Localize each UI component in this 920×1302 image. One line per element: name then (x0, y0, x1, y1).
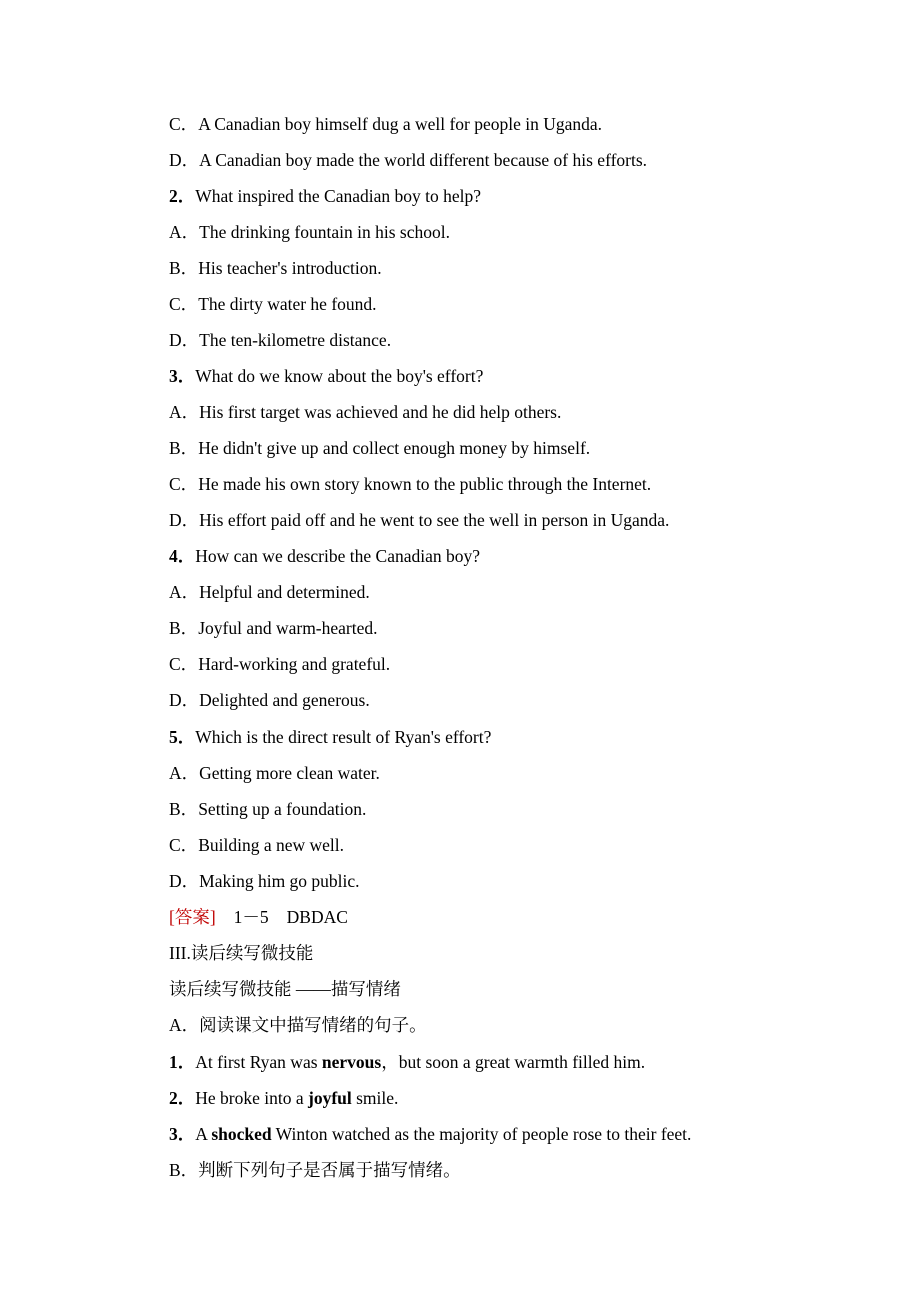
example-sentence-3 (169, 1123, 691, 1145)
option-letter: D． (169, 150, 200, 170)
answer-range: 1－5 (233, 907, 269, 927)
option-letter: B． (169, 618, 199, 638)
q2-option-b (169, 257, 382, 279)
option-text: He made his own story known to the public through the Internet. (198, 474, 652, 494)
option-text: Delighted and generous. (199, 690, 370, 710)
option-text: Getting more clean water. (199, 763, 380, 783)
emotion-word: nervous (321, 1052, 382, 1072)
q2-option-a (169, 221, 450, 243)
question-text: What inspired the Canadian boy to help? (195, 186, 482, 206)
option-text: A Canadian boy himself dug a well for people in Uganda. (198, 114, 603, 134)
q2-option-d (169, 329, 391, 351)
option-letter: D． (169, 690, 200, 710)
q4-option-a (169, 581, 370, 603)
option-text: Building a new well. (198, 835, 344, 855)
q5-option-b (169, 798, 366, 820)
example-sentence-2 (169, 1087, 398, 1109)
option-letter: C． (169, 114, 199, 134)
answer-key: DBDAC (286, 907, 348, 927)
answer-line (169, 906, 348, 928)
question-text: What do we know about the boy's effort? (195, 366, 484, 386)
option-text: He didn't give up and collect enough money by himself. (198, 438, 591, 458)
sentence-before: A (195, 1124, 212, 1144)
option-letter: B． (169, 258, 199, 278)
question-number: 2． (169, 186, 196, 206)
q4-option-c (169, 653, 390, 675)
q1-option-d (169, 149, 647, 171)
emotion-word: joyful (308, 1088, 352, 1108)
sentence-after: ，but soon a great warmth filled him. (381, 1052, 646, 1072)
option-letter: B． (169, 438, 199, 458)
option-text: A Canadian boy made the world different because of his efforts. (199, 150, 648, 170)
question-number: 5． (169, 727, 196, 747)
q2-stem (169, 185, 481, 207)
part-a-heading: A．阅读课文中描写情绪的句子。 (169, 1015, 427, 1035)
option-letter: C． (169, 474, 199, 494)
option-letter: C． (169, 654, 199, 674)
q3-option-c (169, 473, 651, 495)
emotion-word: shocked (211, 1124, 272, 1144)
option-letter: B． (169, 799, 199, 819)
q3-option-a (169, 401, 561, 423)
q5-option-d (169, 870, 360, 892)
question-number: 4． (169, 546, 196, 566)
question-text: Which is the direct result of Ryan's effort? (195, 727, 492, 747)
question-text: How can we describe the Canadian boy? (195, 546, 481, 566)
question-number: 3． (169, 366, 196, 386)
q4-option-d (169, 689, 370, 711)
option-letter: A． (169, 402, 200, 422)
q5-option-c (169, 834, 344, 856)
option-letter: A． (169, 763, 200, 783)
option-letter: D． (169, 330, 200, 350)
option-text: Setting up a foundation. (198, 799, 367, 819)
section-title: III.读后续写微技能 (169, 943, 314, 963)
option-text: Making him go public. (199, 871, 360, 891)
part-b-heading: B．判断下列句子是否属于描写情绪。 (169, 1160, 461, 1180)
option-letter: C． (169, 294, 199, 314)
section-subtitle: 读后续写微技能 ——描写情绪 (169, 979, 401, 999)
option-text: The ten‐kilometre distance. (199, 330, 392, 350)
option-text: His teacher's introduction. (198, 258, 382, 278)
option-letter: C． (169, 835, 199, 855)
q3-stem (169, 365, 483, 387)
option-text: Joyful and warm‐hearted. (198, 618, 378, 638)
q4-stem (169, 545, 480, 567)
q3-option-b (169, 437, 590, 459)
q5-option-a (169, 762, 380, 784)
sentence-before: At first Ryan was (195, 1052, 322, 1072)
q5-stem (169, 726, 491, 748)
option-text: His first target was achieved and he did help others. (199, 402, 562, 422)
sentence-number: 1． (169, 1052, 196, 1072)
q1-option-c (169, 113, 602, 135)
option-letter: A． (169, 222, 200, 242)
sentence-number: 2． (169, 1088, 196, 1108)
q3-option-d (169, 509, 669, 531)
answer-tag: [答案] (169, 907, 216, 927)
option-text: Hard‐working and grateful. (198, 654, 391, 674)
option-letter: A． (169, 582, 200, 602)
q4-option-b (169, 617, 378, 639)
sentence-number: 3． (169, 1124, 196, 1144)
sentence-before: He broke into a (195, 1088, 308, 1108)
q2-option-c (169, 293, 377, 315)
option-text: The dirty water he found. (198, 294, 377, 314)
option-text: His effort paid off and he went to see the well in person in Uganda. (199, 510, 670, 530)
option-letter: D． (169, 510, 200, 530)
example-sentence-1 (169, 1051, 645, 1073)
sentence-after: Winton watched as the majority of people rose to their feet. (271, 1124, 692, 1144)
option-letter: D． (169, 871, 200, 891)
option-text: Helpful and determined. (199, 582, 370, 602)
option-text: The drinking fountain in his school. (199, 222, 450, 242)
sentence-after: smile. (351, 1088, 399, 1108)
